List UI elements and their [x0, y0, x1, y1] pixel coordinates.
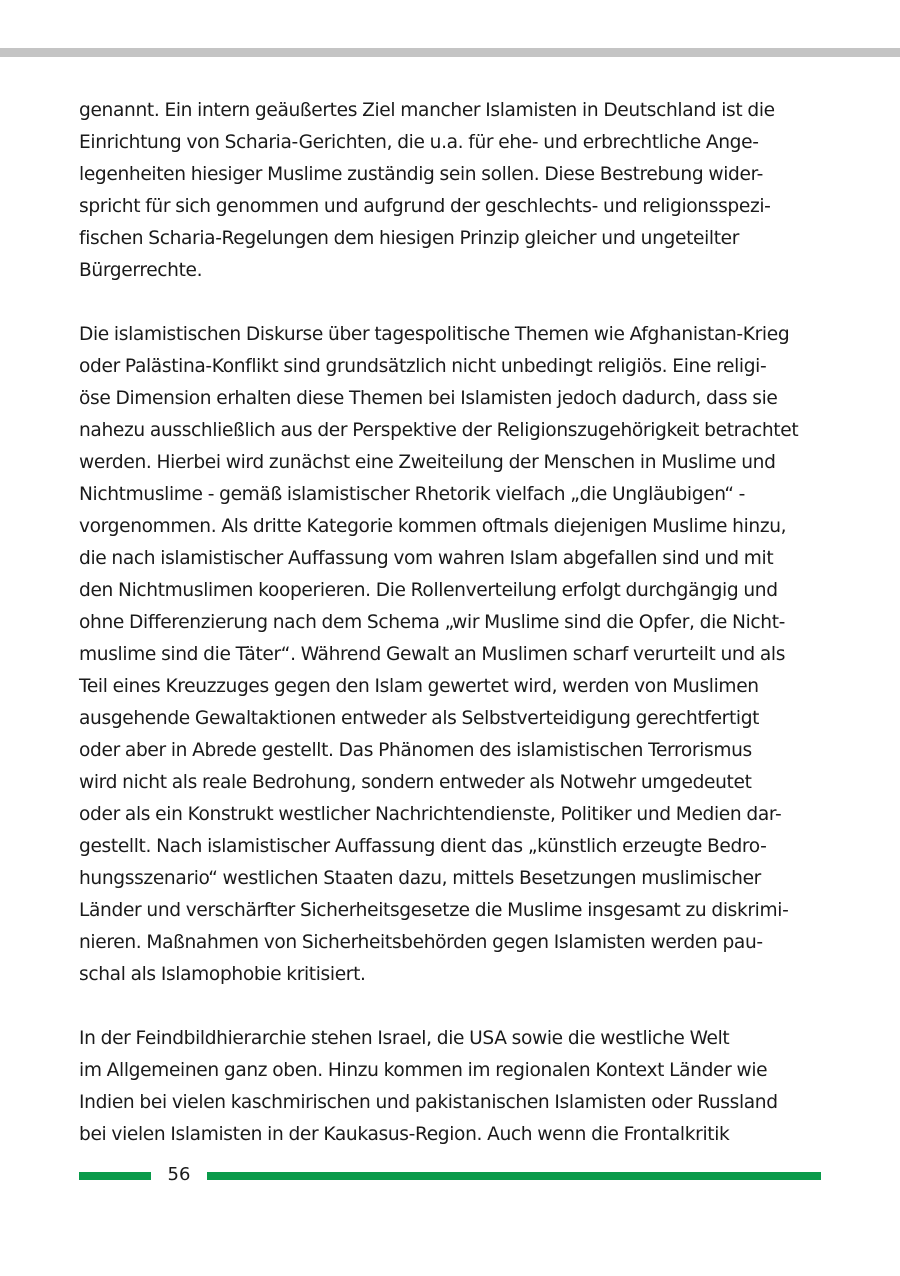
text-line: Teil eines Kreuzzuges gegen den Islam gewertet wird, werden von Muslimen [79, 676, 759, 697]
text-line: spricht für sich genommen und aufgrund der geschlechts- und religionsspezi- [79, 196, 771, 217]
text-line: ohne Differenzierung nach dem Schema „wir Muslime sind die Opfer, die Nicht- [79, 612, 786, 633]
footer-bar-left [79, 1172, 151, 1180]
text-line: wird nicht als reale Bedrohung, sondern entweder als Notwehr umgedeutet [79, 772, 752, 793]
text-line: die nach islamistischer Auffassung vom wahren Islam abgefallen sind und mit [79, 548, 774, 569]
text-line: Einrichtung von Scharia-Gerichten, die u.a. für ehe- und erbrechtliche Ange- [79, 132, 759, 153]
text-line: oder Palästina-Konflikt sind grundsätzlich nicht unbedingt religiös. Eine religi- [79, 356, 767, 377]
text-line: legenheiten hiesiger Muslime zuständig sein sollen. Diese Bestrebung wider- [79, 164, 764, 185]
paragraph-1 [79, 95, 831, 287]
text-line: Länder und verschärfter Sicherheitsgesetze die Muslime insgesamt zu diskrimi- [79, 900, 789, 921]
header-rule [0, 48, 900, 57]
text-line: fischen Scharia-Regelungen dem hiesigen Prinzip gleicher und ungeteilter [79, 228, 740, 249]
text-line: In der Feindbildhierarchie stehen Israel, die USA sowie die westliche Welt [79, 1028, 730, 1049]
text-line: Nichtmuslime - gemäß islamistischer Rhetorik vielfach „die Ungläubigen“ - [79, 484, 746, 505]
paragraph-3 [79, 1023, 831, 1151]
text-line: öse Dimension erhalten diese Themen bei Islamisten jedoch dadurch, dass sie [79, 388, 778, 409]
text-line: Die islamistischen Diskurse über tagespolitische Themen wie Afghanistan-Krieg [79, 324, 790, 345]
page-number: 56 [167, 1164, 191, 1185]
text-line: schal als Islamophobie kritisiert. [79, 964, 366, 985]
text-line: den Nichtmuslimen kooperieren. Die Rollenverteilung erfolgt durchgängig und [79, 580, 778, 601]
text-line: oder aber in Abrede gestellt. Das Phänomen des islamistischen Terrorismus [79, 740, 752, 761]
text-line: Indien bei vielen kaschmirischen und pakistanischen Islamisten oder Russland [79, 1092, 778, 1113]
text-line: Bürgerrechte. [79, 260, 203, 281]
text-line: gestellt. Nach islamistischer Auffassung dient das „künstlich erzeugte Bedro- [79, 836, 767, 857]
text-line: genannt. Ein intern geäußertes Ziel mancher Islamisten in Deutschland ist die [79, 100, 775, 121]
text-line: vorgenommen. Als dritte Kategorie kommen oftmals diejenigen Muslime hinzu, [79, 516, 787, 537]
text-line: nieren. Maßnahmen von Sicherheitsbehörden gegen Islamisten werden pau- [79, 932, 763, 953]
page-body [79, 95, 831, 1151]
text-line: oder als ein Konstrukt westlicher Nachrichtendienste, Politiker und Medien dar- [79, 804, 782, 825]
text-line: bei vielen Islamisten in der Kaukasus-Region. Auch wenn die Frontalkritik [79, 1124, 730, 1145]
text-line: werden. Hierbei wird zunächst eine Zweiteilung der Menschen in Muslime und [79, 452, 776, 473]
text-line: ausgehende Gewaltaktionen entweder als Selbstverteidigung gerechtfertigt [79, 708, 760, 729]
text-line: muslime sind die Täter“. Während Gewalt an Muslimen scharf verurteilt und als [79, 644, 786, 665]
footer-bar-right [207, 1172, 821, 1180]
text-line: hungsszenario“ westlichen Staaten dazu, mittels Besetzungen muslimischer [79, 868, 761, 889]
text-line: nahezu ausschließlich aus der Perspektive der Religionszugehörigkeit betrachtet [79, 420, 799, 441]
text-line: im Allgemeinen ganz oben. Hinzu kommen im regionalen Kontext Länder wie [79, 1060, 768, 1081]
paragraph-2 [79, 319, 831, 991]
